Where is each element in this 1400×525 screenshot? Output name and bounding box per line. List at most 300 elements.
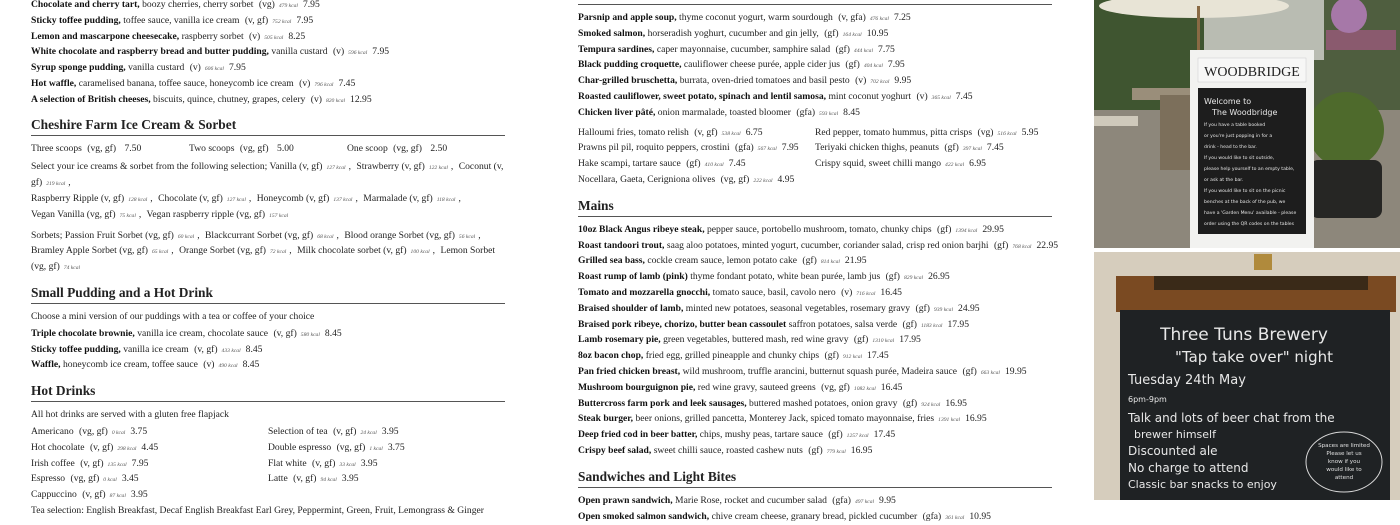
dietary-tag: (gf) <box>915 302 930 314</box>
item-price: 17.45 <box>873 429 896 441</box>
flavour-name: Bramley Apple Sorbet <box>31 245 117 257</box>
item-name: Deep fried cod in beer batter, <box>578 429 698 441</box>
menu-left-column <box>31 0 505 519</box>
menu-item <box>31 343 505 359</box>
flavour-name: Orange Sorbet <box>179 245 235 257</box>
dietary-tag: (v, gf) <box>100 192 125 204</box>
calorie-count: 752 kcal <box>272 18 292 25</box>
item-name: Open prawn sandwich, <box>578 494 673 506</box>
small-pudding-list <box>31 327 505 374</box>
calorie-count: 768 kcal <box>1012 243 1032 250</box>
item-name: Open smoked salmon sandwich, <box>578 510 710 522</box>
item-description: green vegetables, buttered mash, red wine gravy <box>663 334 849 346</box>
item-description: tomato sauce, basil, cavolo nero <box>712 286 836 298</box>
dietary-tag: (v, gf) <box>194 343 218 355</box>
item-name: Steak burger, <box>578 413 634 425</box>
menu-item <box>31 327 505 343</box>
item-price: 3.95 <box>360 457 378 469</box>
flavour <box>147 209 292 220</box>
calorie-count: 538 kcal <box>721 130 741 137</box>
chalk-bullet: Discounted ale <box>1128 444 1218 458</box>
calorie-count: 433 kcal <box>221 347 241 354</box>
item-name: Espresso <box>31 473 66 485</box>
item-price: 9.95 <box>894 75 912 87</box>
menu-item <box>31 488 268 504</box>
dietary-tag: (gfa) <box>735 142 754 154</box>
menu-item <box>578 58 1052 74</box>
calorie-count: 137 kcal <box>333 196 353 203</box>
dietary-tag: (vg, gf) <box>31 261 60 273</box>
dietary-tag: (v) <box>310 93 322 105</box>
item-name: Buttercross farm pork and leek sausages, <box>578 397 747 409</box>
dietary-tag: (v, gf) <box>89 441 114 453</box>
dietary-tag: (v, gf) <box>383 245 407 257</box>
item-name: Double espresso <box>268 441 332 453</box>
menu-item <box>578 239 1059 255</box>
item-description: minted new potatoes, seasonal vegetables, rosemary gravy <box>685 302 911 314</box>
calorie-count: 663 kcal <box>980 369 1000 376</box>
calorie-count: 0 kcal <box>103 477 117 484</box>
dietary-tag: (vg, gf) <box>70 473 100 485</box>
menu-item <box>578 365 1052 381</box>
item-name: Roast rump of lamb (pink) <box>578 271 688 283</box>
calorie-count: 779 kcal <box>826 448 846 455</box>
item-name: White chocolate and raspberry bread and butter pudding, <box>31 46 269 58</box>
chalk-bullet: No charge to attend <box>1128 461 1249 475</box>
menu-item <box>268 425 405 441</box>
garden-scene-image <box>1094 0 1400 248</box>
dietary-tag: (vg, gf) <box>426 229 455 241</box>
item-price: 4.95 <box>777 173 795 185</box>
dietary-tag: (gf) <box>835 43 850 55</box>
menu-middle-column <box>578 0 1059 525</box>
menu-item <box>31 472 268 488</box>
dietary-tag: (gf) <box>824 350 839 362</box>
item-price: 4.45 <box>141 441 159 453</box>
flavour-name: Vegan raspberry ripple <box>146 208 234 220</box>
dietary-tag: (v, gf) <box>293 473 317 485</box>
item-price: 16.45 <box>880 286 902 298</box>
chalk-bullet: Classic bar snacks to enjoy <box>1128 478 1277 491</box>
dietary-tag: (v) <box>299 77 311 89</box>
item-name: Americano <box>31 425 74 437</box>
item-name: Mushroom bourguignon pie, <box>578 381 696 393</box>
calorie-count: 68 kcal <box>317 233 334 240</box>
calorie-count: 118 kcal <box>436 196 456 203</box>
dietary-tag: (v, gf) <box>80 457 104 469</box>
scoop-label: Two scoops <box>189 142 235 154</box>
dietary-tag: (vg, gf) <box>393 142 422 154</box>
flavour-name: Milk chocolate sorbet <box>297 245 381 257</box>
dietary-tag: (v, gf) <box>312 457 336 469</box>
calorie-count: 87 kcal <box>109 493 126 500</box>
flavour <box>344 230 478 241</box>
dietary-tag: (v) <box>203 359 215 371</box>
calorie-count: 127 kcal <box>326 165 346 172</box>
flavour <box>31 193 150 204</box>
item-name: Parsnip and apple soup, <box>578 12 677 23</box>
item-name: Tomato and mozzarella gnocchi, <box>578 286 711 298</box>
item-description: chips, mushy peas, tartare sauce <box>699 429 823 441</box>
hot-drinks-col-1 <box>31 425 268 504</box>
menu-item <box>31 93 505 109</box>
calorie-count: 298 kcal <box>117 445 137 452</box>
item-description: fried egg, grilled pineapple and chunky chips <box>645 350 820 362</box>
flavour <box>205 230 337 241</box>
section-title-small-pudding: Small Pudding and a Hot Drink <box>31 284 213 300</box>
item-description: cockle cream sauce, lemon potato cake <box>647 255 798 267</box>
menu-item <box>578 510 1052 525</box>
flow-intro: Sorbets; <box>31 229 63 241</box>
dietary-tag: (v) <box>249 30 261 42</box>
scoop-option <box>31 142 189 157</box>
item-price: 7.95 <box>296 14 314 26</box>
item-price: 16.95 <box>850 444 873 456</box>
menu-item <box>268 457 405 473</box>
item-price: 17.45 <box>867 350 889 362</box>
dietary-tag: (v, gfa) <box>838 12 866 23</box>
calorie-count: 1391 kcal <box>938 417 961 424</box>
item-name: Triple chocolate brownie, <box>31 327 135 339</box>
item-description: vanilla custard <box>128 62 185 74</box>
menu-item <box>31 45 505 61</box>
item-name: Black pudding croquette, <box>578 59 682 71</box>
item-price: 7.95 <box>228 62 246 74</box>
dietary-tag: (vg, gf) <box>336 441 366 453</box>
item-price: 5.95 <box>1021 126 1039 138</box>
scoop-price: 2.50 <box>430 142 448 154</box>
menu-item <box>578 254 1052 270</box>
calorie-count: 593 kcal <box>819 110 839 117</box>
menu-item <box>578 428 1052 444</box>
dietary-tag: (v, gf) <box>306 192 330 204</box>
calorie-count: 829 kcal <box>903 275 924 282</box>
item-price: 12.95 <box>350 93 372 105</box>
calorie-count: 820 kcal <box>325 97 346 104</box>
flavour-name: Vanilla <box>269 161 297 173</box>
calorie-count: 410 kcal <box>704 162 724 169</box>
item-price: 16.45 <box>880 381 903 393</box>
menu-item <box>31 0 505 14</box>
menu-item <box>31 441 268 457</box>
chalk-text: If you would like to sit on the picnic <box>1204 189 1286 194</box>
item-price: 7.95 <box>887 59 905 71</box>
photo-woodbridge-sign <box>1094 0 1400 248</box>
item-description: honeycomb ice cream, toffee sauce <box>62 359 198 371</box>
item-name: Grilled sea bass, <box>578 255 645 267</box>
item-name: A selection of British cheeses, <box>31 93 151 105</box>
item-price: 7.75 <box>878 43 895 55</box>
calorie-count: 1183 kcal <box>920 322 943 329</box>
item-name: Flat white <box>268 457 307 469</box>
calorie-count: 0 kcal <box>111 429 126 436</box>
dietary-tag: (vg, gf) <box>86 208 116 220</box>
item-description: toffee sauce, vanilla ice cream <box>123 14 240 26</box>
dietary-tag: (vg, gf) <box>87 142 117 154</box>
item-name: Chicken liver pâté, <box>578 106 656 118</box>
hot-drinks-col-2 <box>268 425 405 504</box>
dietary-tag: (gf) <box>944 142 959 154</box>
section-title-sandwiches: Sandwiches and Light Bites <box>578 468 737 484</box>
item-name: Lamb rosemary pie, <box>578 334 661 346</box>
flavour <box>297 245 433 256</box>
item-price: 8.45 <box>242 359 260 371</box>
chalk-bullet: 6pm-9pm <box>1128 395 1167 404</box>
hot-drinks-section <box>31 383 505 519</box>
ice-cream-flavours: Select your ice creams & sorbet from the following selection; Vanilla (v, gf) 127 kcal , Strawberry (v, gf) 122 kcal , Coconut (v, gf) 219 kcal , Raspberry Ripple (v, gf) 128 kcal , Chocolate (v, gf) 127 kcal , Honeycomb (v, gf) 137 kcal , Marmalade (v, gf) 118 kcal , Vegan Vanilla (vg, gf) 75 kcal , Vegan raspberry ripple (vg, gf) 157 kcal <box>31 161 504 220</box>
scoop-price: 7.50 <box>124 142 142 154</box>
calorie-count: 505 kcal <box>264 34 284 41</box>
calorie-count: 1394 kcal <box>955 227 978 234</box>
item-name: Halloumi fries, tomato relish <box>578 126 689 138</box>
item-name: Hot chocolate <box>31 441 85 453</box>
item-name: Teriyaki chicken thighs, peanuts <box>815 142 940 154</box>
item-price: 7.45 <box>728 158 746 170</box>
scoop-prices <box>31 142 505 157</box>
small-plates-grid <box>578 126 1052 189</box>
chalk-text: Spaces are limited <box>1318 443 1370 449</box>
item-name: Nocellara, Gaeta, Cerigniona olives <box>578 173 716 185</box>
item-name: Pan fried chicken breast, <box>578 365 681 377</box>
calorie-count: 567 kcal <box>757 146 777 153</box>
calorie-count: 219 kcal <box>46 181 66 188</box>
menu-item <box>815 141 1038 157</box>
chalk-text: If you would like to sit outside, <box>1204 156 1275 161</box>
item-price: 7.95 <box>781 142 799 154</box>
item-price: 9.95 <box>879 494 896 506</box>
calorie-count: 814 kcal <box>820 259 840 266</box>
item-description: horseradish yoghurt, cucumber and gin jelly, <box>647 27 819 39</box>
item-name: 10oz Black Angus ribeye steak, <box>578 223 705 235</box>
dietary-tag: (v, gf) <box>82 489 106 501</box>
calorie-count: 94 kcal <box>320 477 337 484</box>
dietary-tag: (gf) <box>802 255 817 267</box>
item-name: Smoked salmon, <box>578 27 646 39</box>
menu-item <box>578 90 1052 106</box>
menu-item <box>31 457 268 473</box>
section-title-mains: Mains <box>578 197 614 213</box>
calorie-count: 164 kcal <box>842 31 862 38</box>
dietary-tag: (gfa) <box>922 510 942 522</box>
flavour <box>257 193 356 204</box>
item-price: 26.95 <box>928 271 950 283</box>
calorie-count: 33 kcal <box>339 461 356 468</box>
dietary-tag: (v, gf) <box>31 161 504 189</box>
dietary-tag: (gf) <box>824 27 839 39</box>
menu-item <box>578 141 815 157</box>
item-price: 7.45 <box>338 77 356 89</box>
item-price: 7.95 <box>302 0 320 10</box>
flavour <box>356 161 451 172</box>
flavour <box>65 230 197 241</box>
calorie-count: 422 kcal <box>945 162 965 169</box>
calorie-count: 912 kcal <box>842 354 863 361</box>
calorie-count: 1 kcal <box>369 445 383 452</box>
menu-item <box>31 358 505 374</box>
item-price: 17.95 <box>947 318 970 330</box>
item-name: 8oz bacon chop, <box>578 350 644 362</box>
menu-item <box>578 412 1052 428</box>
flavour <box>31 209 139 220</box>
item-description: vanilla ice cream, chocolate sauce <box>137 327 269 339</box>
item-name: Chocolate and cherry tart, <box>31 0 140 10</box>
item-price: 3.45 <box>121 473 139 485</box>
flavour-name: Coconut <box>458 161 492 173</box>
calorie-count: 479 kcal <box>278 3 298 9</box>
calorie-count: 606 kcal <box>204 66 224 73</box>
small-plates-col-2 <box>815 126 1038 189</box>
flavour-name: Vegan Vanilla <box>31 208 85 220</box>
calorie-count: 924 kcal <box>921 401 941 408</box>
dietary-tag: (gf) <box>845 59 860 71</box>
menu-item <box>578 27 1052 43</box>
svg-text:WOODBRIDGE: WOODBRIDGE <box>1204 65 1300 80</box>
chalk-text: or you're just popping in for a <box>1204 134 1273 139</box>
item-name: Prawns pil pil, roquito peppers, crostini <box>578 142 730 154</box>
menu-item <box>31 77 505 93</box>
item-description: biscuits, quince, chutney, grapes, celery <box>153 93 306 105</box>
menu-item <box>815 126 1038 142</box>
item-price: 8.45 <box>245 343 263 355</box>
flavour-name: Chocolate <box>158 192 198 204</box>
dietary-tag: (gf) <box>993 239 1009 251</box>
desserts-list <box>31 0 505 109</box>
chalk-text: benches at the back of the pub, we <box>1204 200 1286 205</box>
calorie-count: 397 kcal <box>962 146 982 153</box>
sandwiches-section <box>578 469 1052 525</box>
item-price: 29.95 <box>982 223 1004 235</box>
photo-brewery-chalkboard <box>1094 252 1400 500</box>
menu-item <box>578 270 1052 286</box>
flavour <box>363 193 458 204</box>
scoop-option <box>347 142 505 157</box>
item-description: burrata, oven-dried tomatoes and basil pesto <box>679 75 850 87</box>
menu-item <box>31 425 268 441</box>
item-price: 6.75 <box>745 126 763 138</box>
item-description: mint coconut yoghurt <box>828 90 912 102</box>
hot-drinks-intro: All hot drinks are served with a gluten free flapjack <box>31 409 229 421</box>
item-price: 22.95 <box>1036 239 1059 251</box>
small-pudding-intro: Choose a mini version of our puddings with a tea or coffee of your choice <box>31 310 315 322</box>
item-description: thyme fondant potato, white bean purée, lamb jus <box>690 271 881 283</box>
dietary-tag: (vg) <box>977 126 994 138</box>
calorie-count: 939 kcal <box>933 306 954 313</box>
item-description: Marie Rose, rocket and cucumber salad <box>675 494 827 506</box>
item-description: red wine gravy, sauteed greens <box>697 381 816 393</box>
dietary-tag: (gf) <box>937 223 952 235</box>
chalk-text: have a 'Garden Menu' available - please <box>1204 211 1297 216</box>
dietary-tag: (gfa) <box>832 494 851 506</box>
section-divider <box>578 216 1052 217</box>
item-description: saag aloo potatoes, minted yogurt, cucumber, coriander salad, crisp red onion barjhi <box>666 239 989 251</box>
scoop-label: One scoop <box>347 142 388 154</box>
item-name: Hot waffle, <box>31 77 77 89</box>
item-name: Waffle, <box>31 359 61 371</box>
item-description: boozy cherries, cherry sorbet <box>142 0 254 10</box>
dietary-tag: (gf) <box>885 271 900 283</box>
section-title-hot-drinks: Hot Drinks <box>31 383 96 399</box>
menu-item <box>578 106 1052 122</box>
calorie-count: 580 kcal <box>300 331 320 338</box>
dietary-tag: (gf) <box>808 444 823 456</box>
menu-item <box>268 472 405 488</box>
flavour-name: Blackcurrant Sorbet <box>205 229 282 241</box>
calorie-count: 1082 kcal <box>853 385 876 392</box>
item-name: Latte <box>268 473 288 485</box>
item-description: caper mayonnaise, cucumber, samphire salad <box>656 43 831 55</box>
menu-item <box>578 126 815 142</box>
menu-item <box>578 381 1052 397</box>
dietary-tag: (gf) <box>686 158 701 170</box>
menu-item <box>578 333 1052 349</box>
dietary-tag: (v, gf) <box>299 161 323 173</box>
calorie-count: 476 kcal <box>869 16 889 22</box>
calorie-count: 74 kcal <box>63 265 81 272</box>
flavour <box>270 161 349 172</box>
menu-item <box>31 61 505 77</box>
menu-item <box>578 74 1052 90</box>
calorie-count: 122 kcal <box>428 165 448 172</box>
item-name: Braised pork ribeye, chorizo, butter bean cassoulet <box>578 318 787 330</box>
item-name: Tempura sardines, <box>578 43 655 55</box>
section-divider <box>578 487 1052 488</box>
dietary-tag: (gf) <box>853 334 869 346</box>
item-description: raspberry sorbet <box>181 30 244 42</box>
chalk-text: please help yourself to an empty table, <box>1204 167 1295 172</box>
section-divider <box>31 401 505 402</box>
item-description: buttered mashed potatoes, onion gravy <box>749 397 898 409</box>
section-divider <box>578 4 1052 5</box>
item-price: 19.95 <box>1004 365 1027 377</box>
menu-item <box>578 444 1052 460</box>
scoop-option <box>189 142 347 157</box>
calorie-count: 702 kcal <box>870 79 890 86</box>
item-name: Braised shoulder of lamb, <box>578 302 684 314</box>
calorie-count: 365 kcal <box>931 94 951 101</box>
item-price: 10.95 <box>866 27 889 39</box>
menu-item <box>31 14 505 30</box>
calorie-count: 65 kcal <box>151 249 169 256</box>
dietary-tag: (v, gf) <box>199 192 223 204</box>
calorie-count: 100 kcal <box>410 249 430 256</box>
dietary-tag: (vg, gf) <box>79 425 108 437</box>
calorie-count: 222 kcal <box>753 177 773 184</box>
item-description: caramelised banana, toffee sauce, honeycomb ice cream <box>78 77 294 89</box>
scoop-label: Three scoops <box>31 142 82 154</box>
item-name: Hake scampi, tartare sauce <box>578 158 681 170</box>
calorie-count: 72 kcal <box>269 249 287 256</box>
item-description: vanilla custard <box>271 46 328 58</box>
item-description: wild mushroom, truffle arancini, butternut squash purée, Madeira sauce <box>682 365 958 377</box>
scoop-price: 5.00 <box>277 142 294 154</box>
menu-item <box>578 494 1052 510</box>
item-price: 3.95 <box>130 489 148 501</box>
chalk-text: drink - head to the bar. <box>1204 145 1257 150</box>
flavour-name: Marmalade <box>363 192 407 204</box>
item-name: Cappuccino <box>31 489 77 501</box>
item-description: vanilla ice cream <box>123 343 189 355</box>
dietary-tag: (v, gf) <box>401 161 425 173</box>
calorie-count: 1257 kcal <box>846 433 869 440</box>
section-divider <box>31 135 505 136</box>
calorie-count: 128 kcal <box>128 196 148 203</box>
dietary-tag: (vg) <box>258 0 275 10</box>
calorie-count: 24 kcal <box>360 429 377 436</box>
item-description: pepper sauce, portobello mushroom, tomato, chunky chips <box>707 223 932 235</box>
calorie-count: 716 kcal <box>856 290 876 297</box>
item-price: 7.45 <box>986 142 1004 154</box>
menu-item <box>815 157 1038 173</box>
